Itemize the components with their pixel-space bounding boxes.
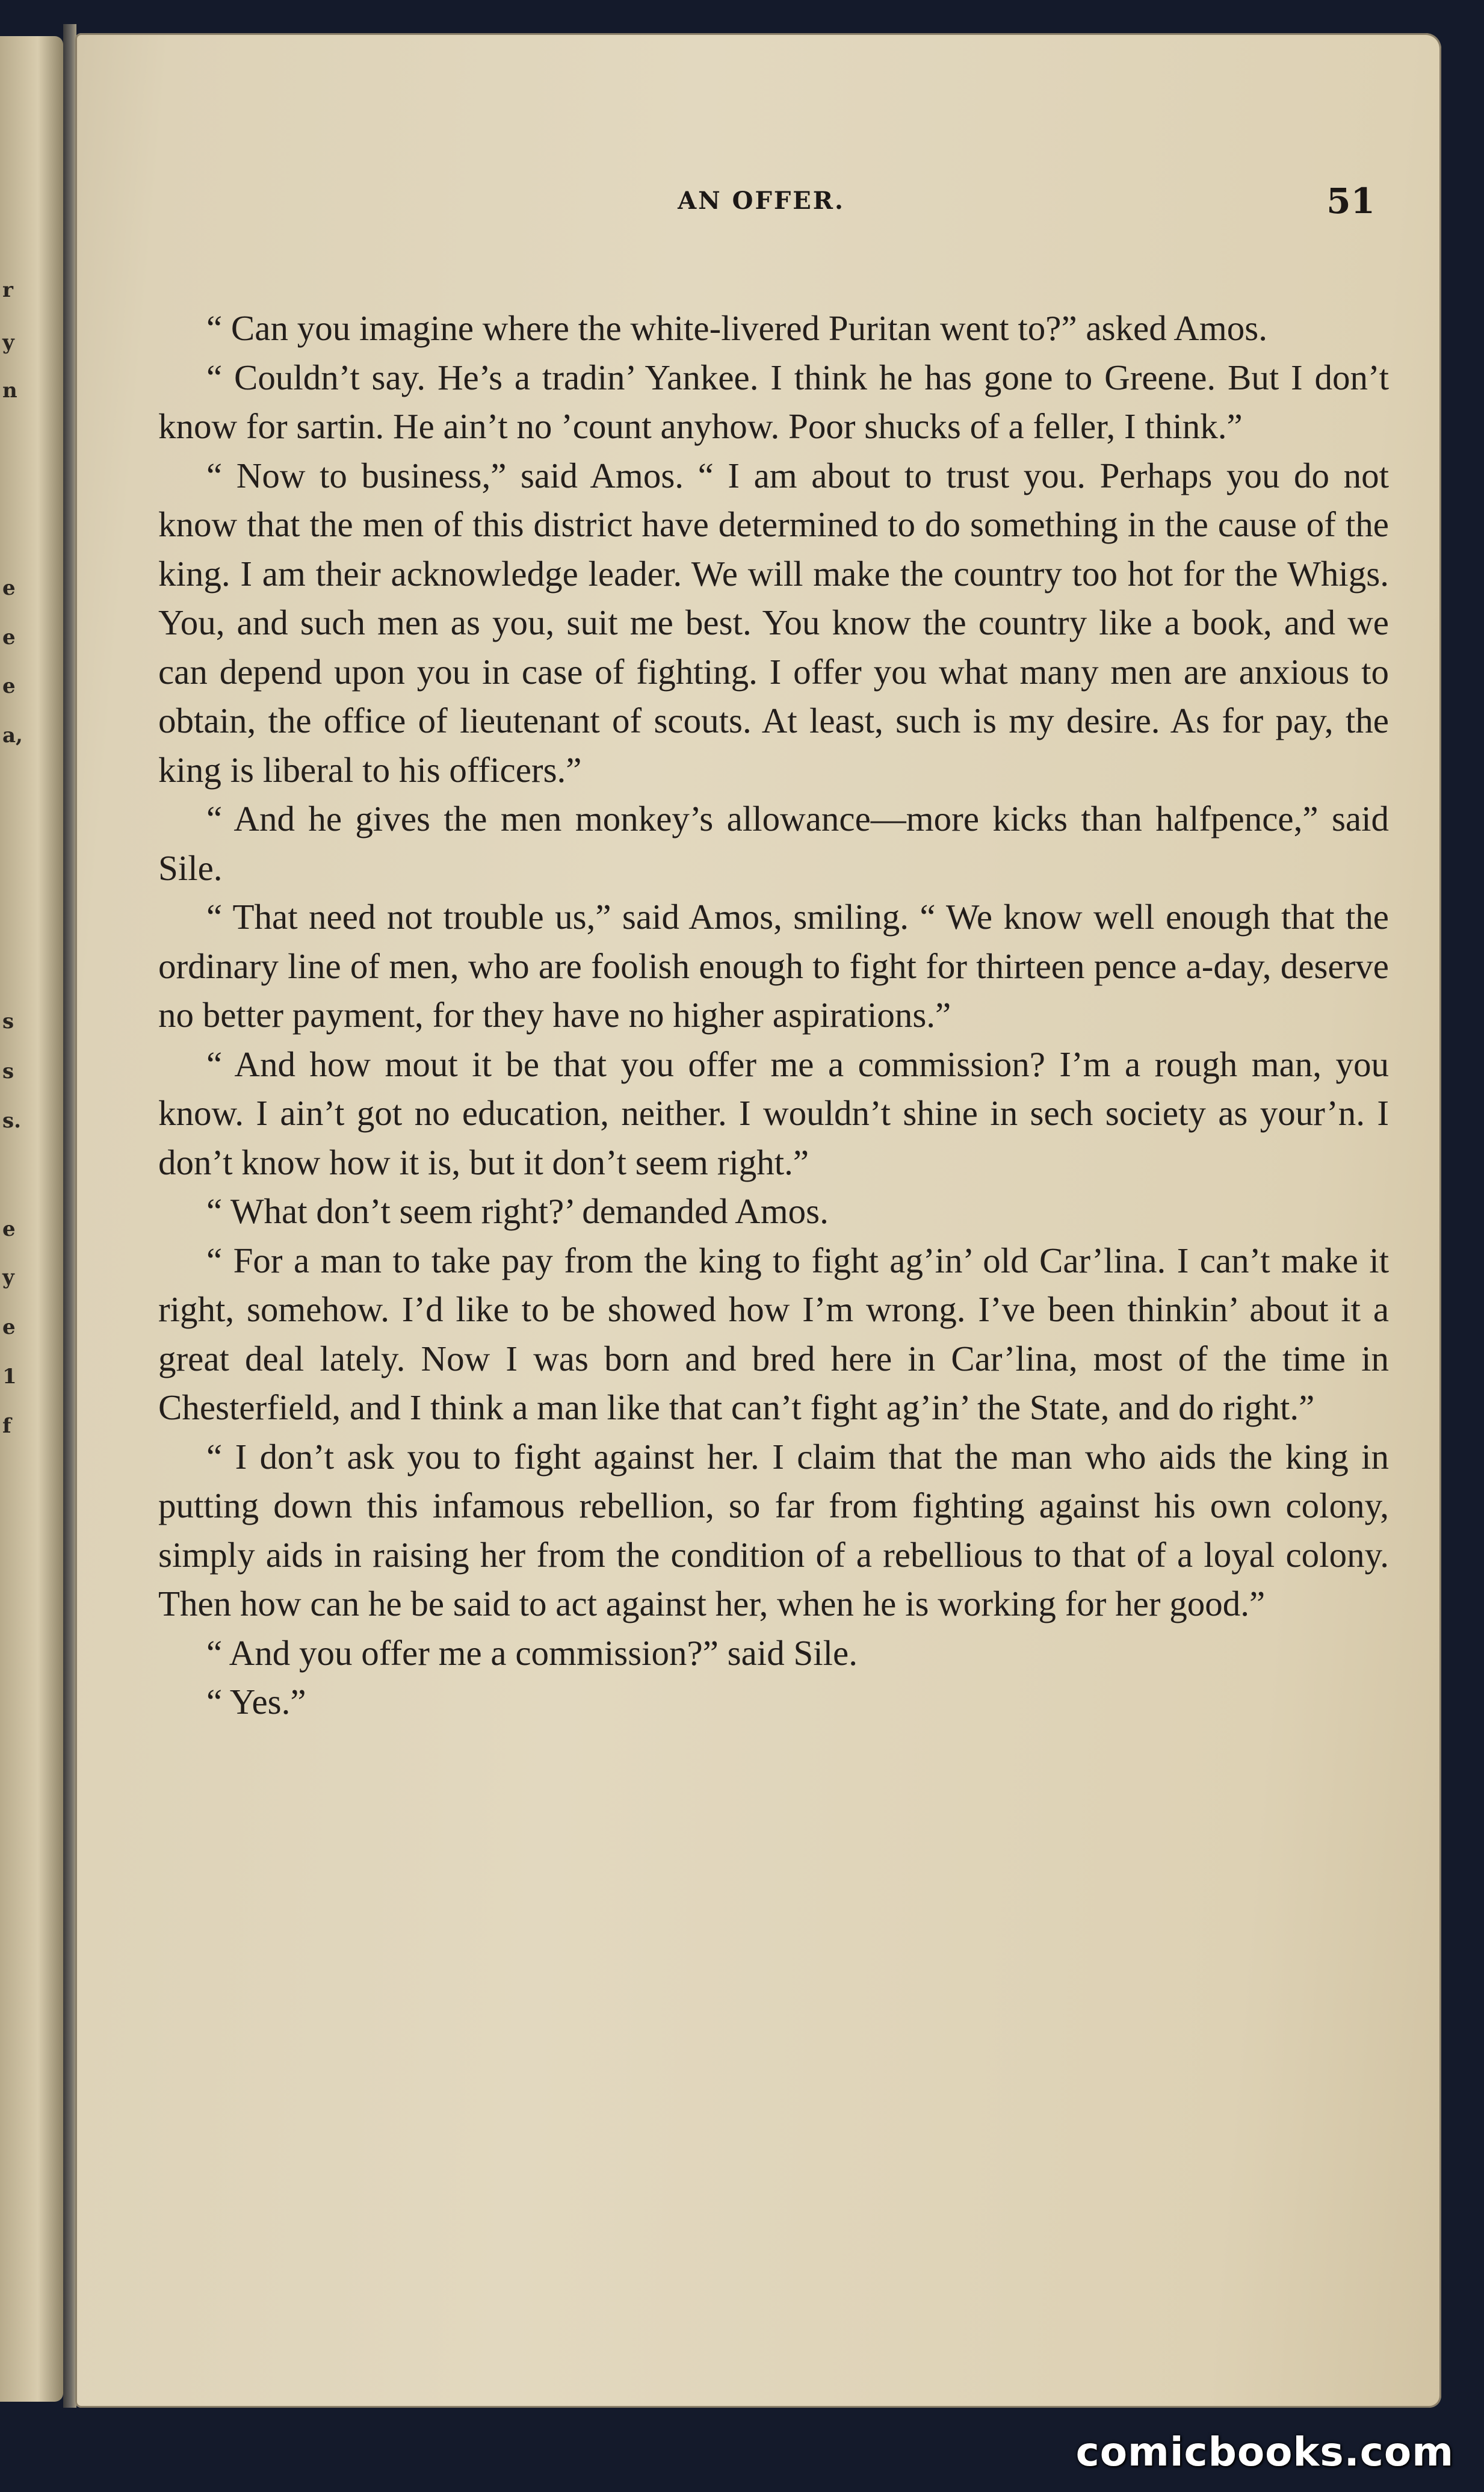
facing-page-edge bbox=[0, 36, 63, 2402]
paragraph: “ Yes.” bbox=[206, 1682, 306, 1722]
facing-page-fragment: y bbox=[2, 330, 14, 355]
body-text bbox=[158, 304, 1389, 1727]
watermark: comicbooks.com bbox=[1075, 2429, 1454, 2475]
paragraph: “ And you offer me a commission?” said Sile. bbox=[206, 1632, 858, 1673]
facing-page-fragment: s bbox=[2, 1009, 14, 1034]
facing-page-fragment: e bbox=[2, 576, 16, 600]
facing-page-fragment: a, bbox=[2, 724, 23, 748]
paragraph: “ And he gives the men monkey’s allowance—more kicks than halfpence,” said Sile. bbox=[158, 799, 1389, 888]
running-head: AN OFFER. bbox=[678, 187, 845, 215]
paragraph: “ And how mout it be that you offer me a commission? I’m a rough man, you know. I ain’t got no education, neither. I wouldn’t shine in sech society as your’n. I don’t know how it is, but it don’t seem right.” bbox=[158, 1044, 1389, 1182]
facing-page-fragment: e bbox=[2, 1217, 16, 1241]
paragraph: “ Can you imagine where the white-livered Puritan went to?” asked Amos. bbox=[206, 308, 1267, 348]
facing-page-fragment: e bbox=[2, 625, 16, 649]
paragraph: “ For a man to take pay from the king to fight ag’in’ old Car’lina. I can’t make it right, somehow. I’d like to be showed how I’m wrong. I’ve been thinkin’ about it a great deal lately. Now I was born and bred here in Car’lina, most of the time in Chesterfield, and I think a man like that can’t fight ag’in’ the State, and do right.” bbox=[158, 1240, 1389, 1427]
page-number: 51 bbox=[1326, 181, 1375, 222]
page-header bbox=[147, 181, 1375, 223]
facing-page-fragment: 1 bbox=[2, 1365, 17, 1389]
facing-page-fragment: n bbox=[2, 379, 17, 403]
facing-page-fragment: f bbox=[2, 1414, 11, 1438]
paragraph: “ That need not trouble us,” said Amos, smiling. “ We know well enough that the ordinary line of men, who are foolish enough to fight for thirteen pence a-day, deserve no better payment, for they have no higher aspirations.” bbox=[158, 897, 1389, 1035]
facing-page-fragment: e bbox=[2, 674, 16, 698]
book-page bbox=[75, 33, 1441, 2408]
facing-page-fragment: y bbox=[2, 1265, 14, 1289]
paragraph: “ Couldn’t say. He’s a tradin’ Yankee. I think he has gone to Greene. But I don’t know for sartin. He ain’t no ’count anyhow. Poor shucks of a feller, I think.” bbox=[158, 357, 1389, 446]
facing-page-fragment: s bbox=[2, 1059, 14, 1083]
facing-page-fragment: s. bbox=[2, 1109, 21, 1133]
paragraph: “ What don’t seem right?’ demanded Amos. bbox=[206, 1191, 829, 1231]
paragraph: “ Now to business,” said Amos. “ I am about to trust you. Perhaps you do not know that the men of this district have determined to do something in the cause of the king. I am their acknowledge leader. We will make the country too hot for the Whigs. You, and such men as you, suit me best. You know the country like a book, and we can depend upon you in case of fighting. I offer you what many men are anxious to obtain, the office of lieutenant of scouts. At least, such is my desire. As for pay, the king is liberal to his officers.” bbox=[158, 455, 1389, 790]
facing-page-fragment: r bbox=[2, 278, 13, 302]
paragraph: “ I don’t ask you to fight against her. I claim that the man who aids the king in putting down this infamous rebellion, so far from fighting against his own colony, simply aids in raising her from the condition of a rebellious to that of a loyal colony. Then how can he be said to act against her, when he is working for her good.” bbox=[158, 1436, 1389, 1623]
facing-page-fragment: e bbox=[2, 1315, 16, 1339]
book-gutter bbox=[63, 24, 76, 2408]
